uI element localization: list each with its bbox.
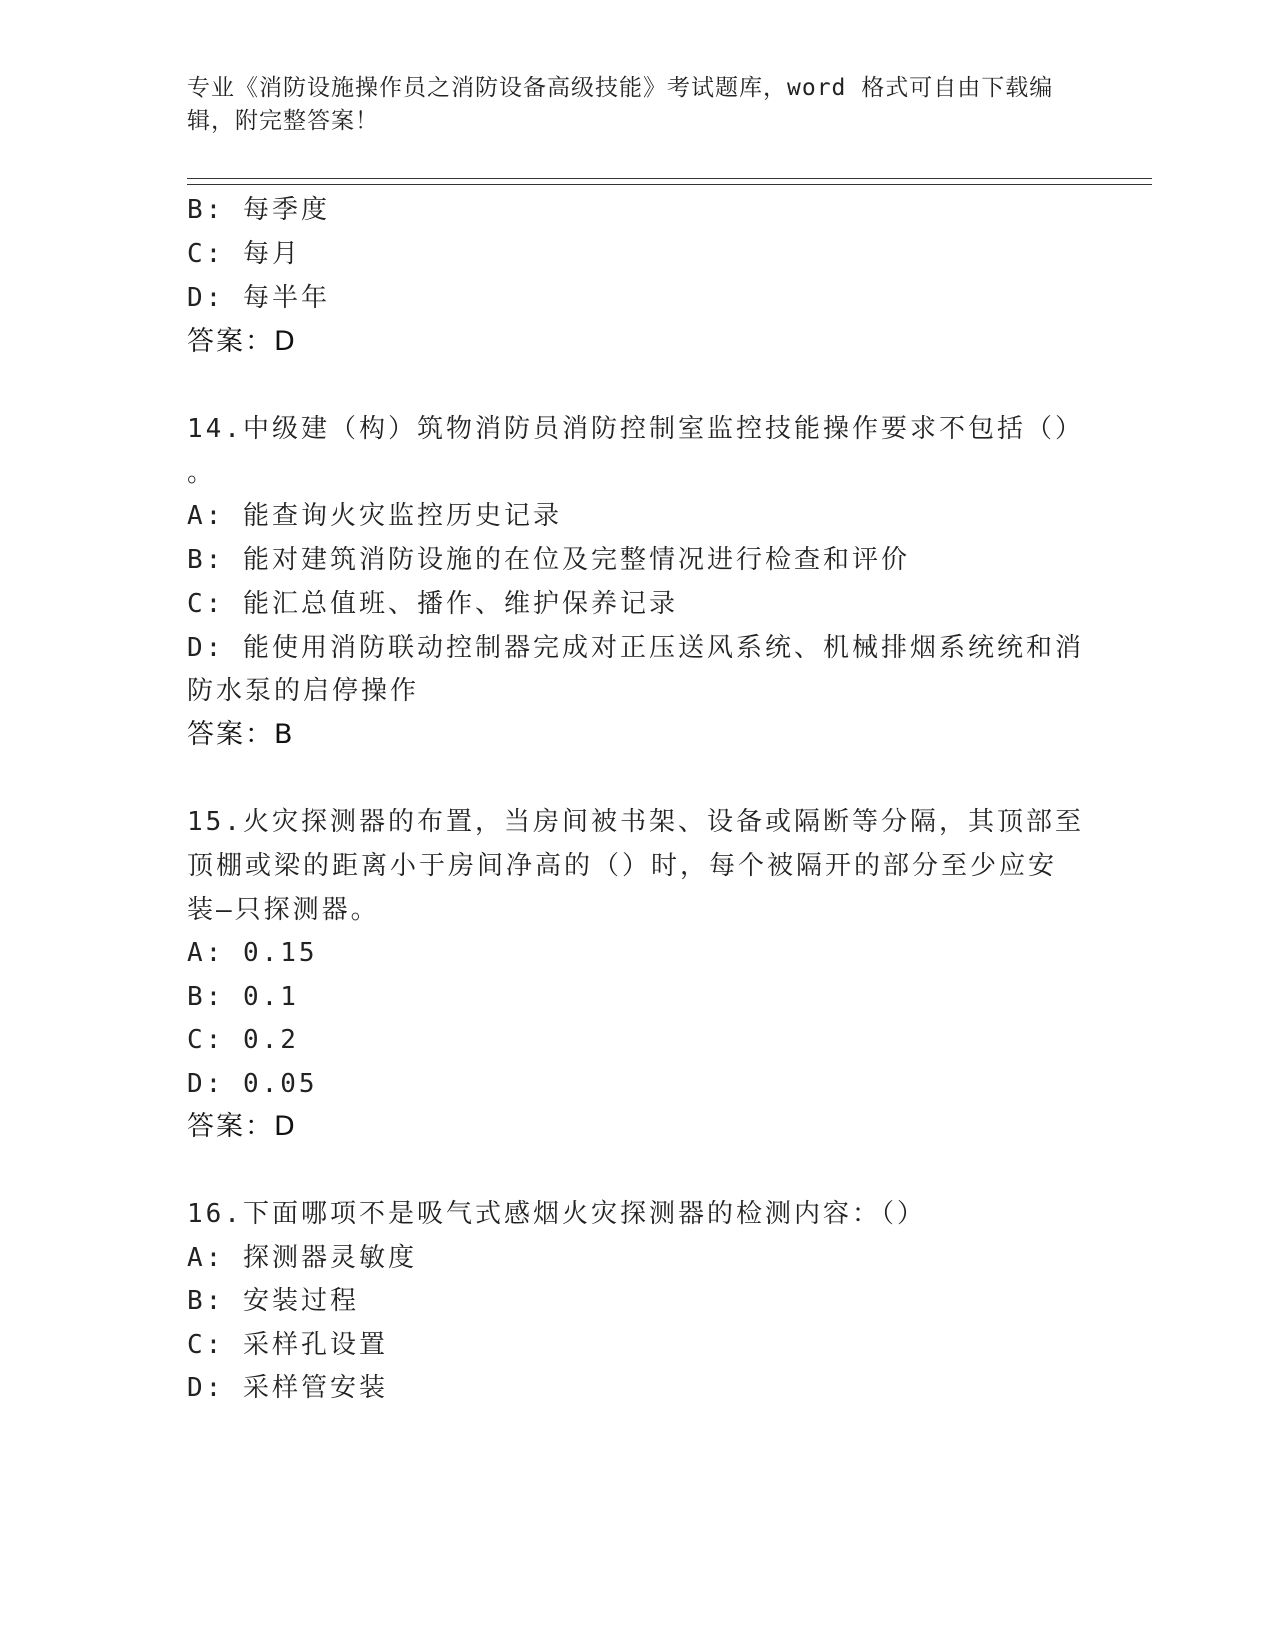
q14-option-d-line-1: D: 能使用消防联动控制器完成对正压送风系统、机械排烟系统统和消	[187, 633, 1084, 663]
q15-option-b: B: 0.1	[187, 982, 299, 1012]
q16-option-d: D: 采样管安装	[187, 1373, 388, 1403]
q15-option-c: C: 0.2	[187, 1025, 299, 1055]
q13-answer: 答案：D	[187, 326, 297, 357]
q14-answer: 答案：B	[187, 719, 295, 750]
q16-option-a: A: 探测器灵敏度	[187, 1243, 417, 1273]
q13-option-d: D: 每半年	[187, 283, 330, 313]
q14-stem-line-2: 。	[187, 458, 217, 488]
document-header: 专业《消防设施操作员之消防设备高级技能》考试题库，word 格式可自由下载编辑，附完整答案！	[187, 75, 1054, 134]
q14-stem-line-1: 14.中级建（构）筑物消防员消防控制室监控技能操作要求不包括（）	[187, 414, 1084, 444]
q14-option-a: A: 能查询火灾监控历史记录	[187, 501, 562, 531]
q14-option-b: B: 能对建筑消防设施的在位及完整情况进行检查和评价	[187, 545, 910, 575]
header-divider	[187, 178, 1152, 185]
q15-stem-line-1: 15.火灾探测器的布置，当房间被书架、设备或隔断等分隔，其顶部至	[187, 807, 1084, 837]
q13-option-b: B: 每季度	[187, 195, 330, 225]
q16-option-c: C: 采样孔设置	[187, 1330, 388, 1360]
q15-option-a: A: 0.15	[187, 938, 318, 968]
q15-stem-line-3: 装—只探测器。	[187, 895, 380, 925]
q14-option-c: C: 能汇总值班、播作、维护保养记录	[187, 589, 678, 619]
q15-stem-line-2: 顶棚或梁的距离小于房间净高的（）时，每个被隔开的部分至少应安	[187, 851, 1058, 881]
q14-option-d-line-2: 防水泵的启停操作	[187, 676, 420, 706]
q16-option-b: B: 安装过程	[187, 1286, 359, 1316]
q16-stem: 16.下面哪项不是吸气式感烟火灾探测器的检测内容：（）	[187, 1199, 926, 1229]
q15-option-d: D: 0.05	[187, 1069, 318, 1099]
q15-answer: 答案：D	[187, 1111, 297, 1142]
q13-option-c: C: 每月	[187, 239, 301, 269]
